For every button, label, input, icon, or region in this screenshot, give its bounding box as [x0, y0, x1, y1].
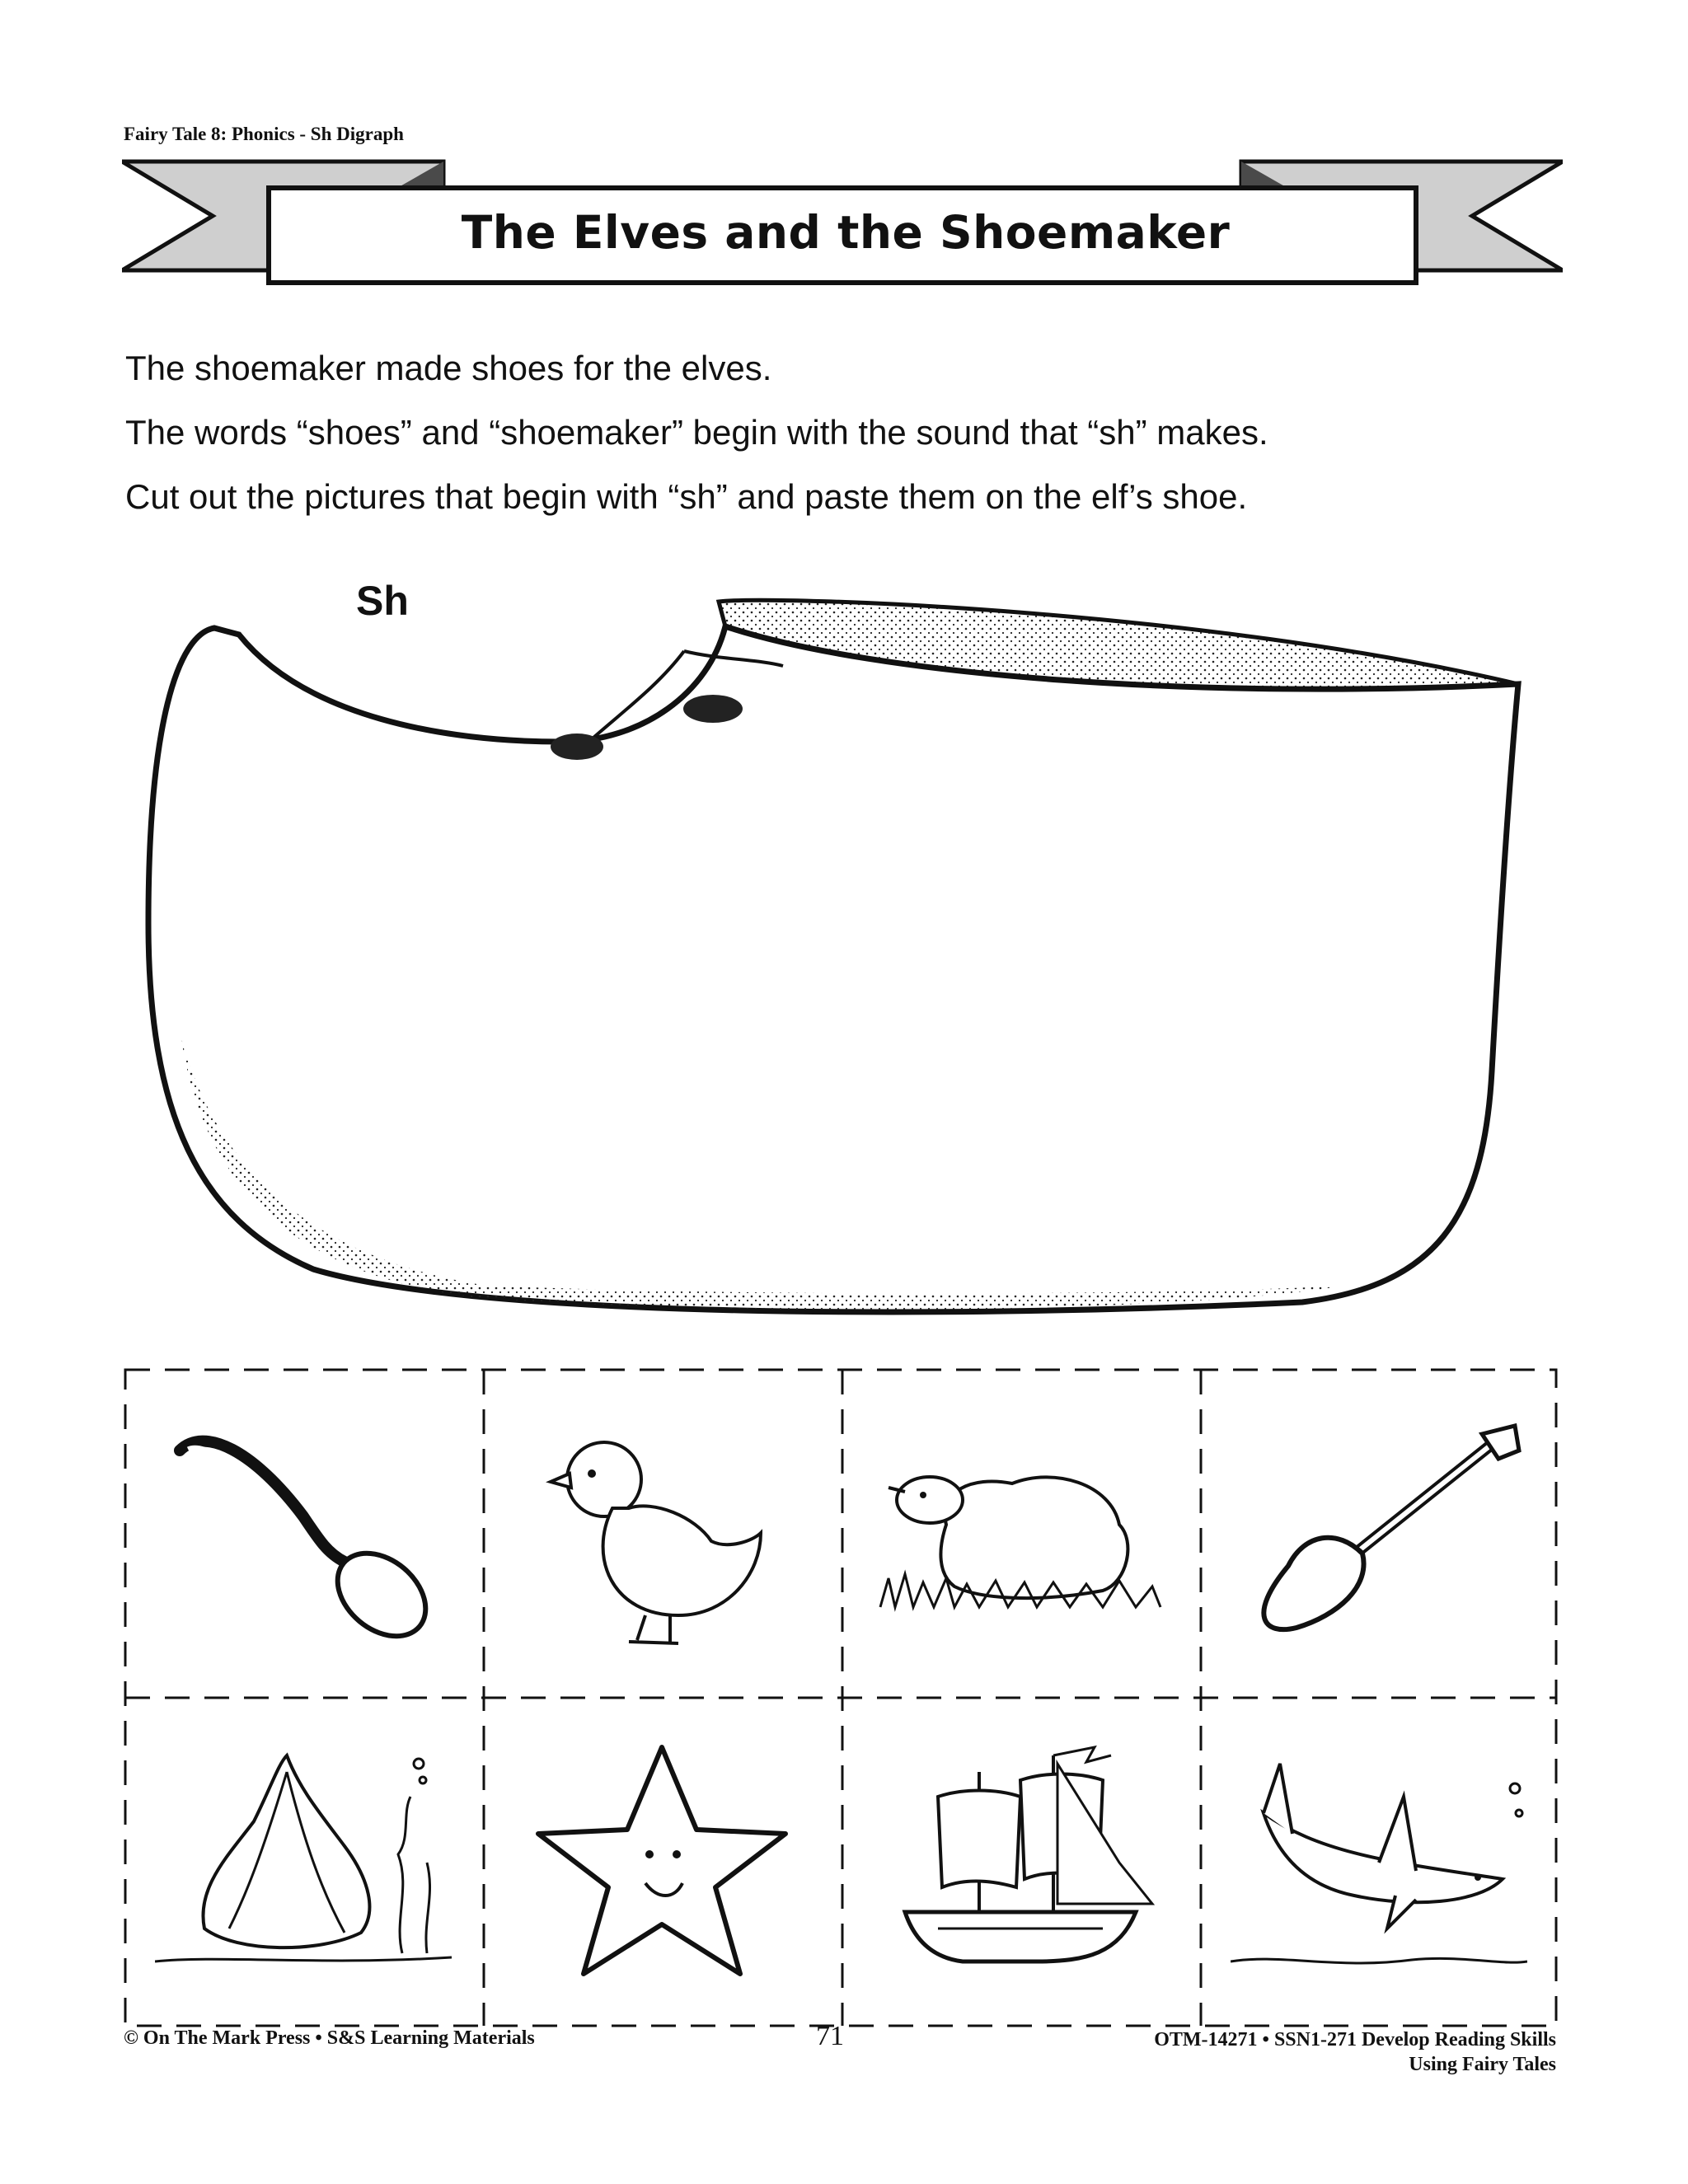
elf-shoe-outline	[132, 577, 1541, 1335]
picture-cell[interactable]	[482, 1698, 841, 2027]
shell-icon	[155, 1739, 452, 1986]
picture-cell[interactable]	[1199, 1698, 1558, 2027]
picture-cell[interactable]	[841, 1698, 1199, 2027]
page-number: 71	[816, 2021, 844, 2051]
instructions	[125, 346, 1576, 539]
footer-product-line: Using Fairy Tales	[1409, 2054, 1556, 2075]
instruction-line: Cut out the pictures that begin with “sh” and paste them on the elf’s shoe.	[125, 477, 1248, 516]
sheep-icon	[872, 1409, 1169, 1657]
picture-cell[interactable]	[482, 1368, 841, 1698]
sh-label: Sh	[356, 578, 409, 624]
cutout-grid	[124, 1368, 1558, 2027]
shark-icon	[1231, 1739, 1527, 1986]
picture-cell[interactable]	[841, 1368, 1199, 1698]
ship-icon	[872, 1739, 1169, 1986]
footer-product-line: OTM-14271 • SSN1-271 Develop Reading Skills	[1154, 2029, 1556, 2050]
spoon-icon	[155, 1409, 452, 1657]
footer-copyright: © On The Mark Press • S&S Learning Materials	[124, 2027, 535, 2049]
picture-cell[interactable]	[124, 1698, 482, 2027]
star-icon	[513, 1739, 810, 1986]
instruction-line: The shoemaker made shoes for the elves.	[125, 349, 772, 387]
shovel-icon	[1231, 1409, 1527, 1657]
page-title: The Elves and the Shoemaker	[461, 206, 1231, 259]
footer-product	[1154, 2027, 1556, 2077]
chick-icon	[513, 1409, 810, 1657]
instruction-line: The words “shoes” and “shoemaker” begin with the sound that “sh” makes.	[125, 413, 1268, 452]
picture-cell[interactable]	[124, 1368, 482, 1698]
picture-cell[interactable]	[1199, 1368, 1558, 1698]
section-label: Fairy Tale 8: Phonics - Sh Digraph	[124, 124, 404, 144]
